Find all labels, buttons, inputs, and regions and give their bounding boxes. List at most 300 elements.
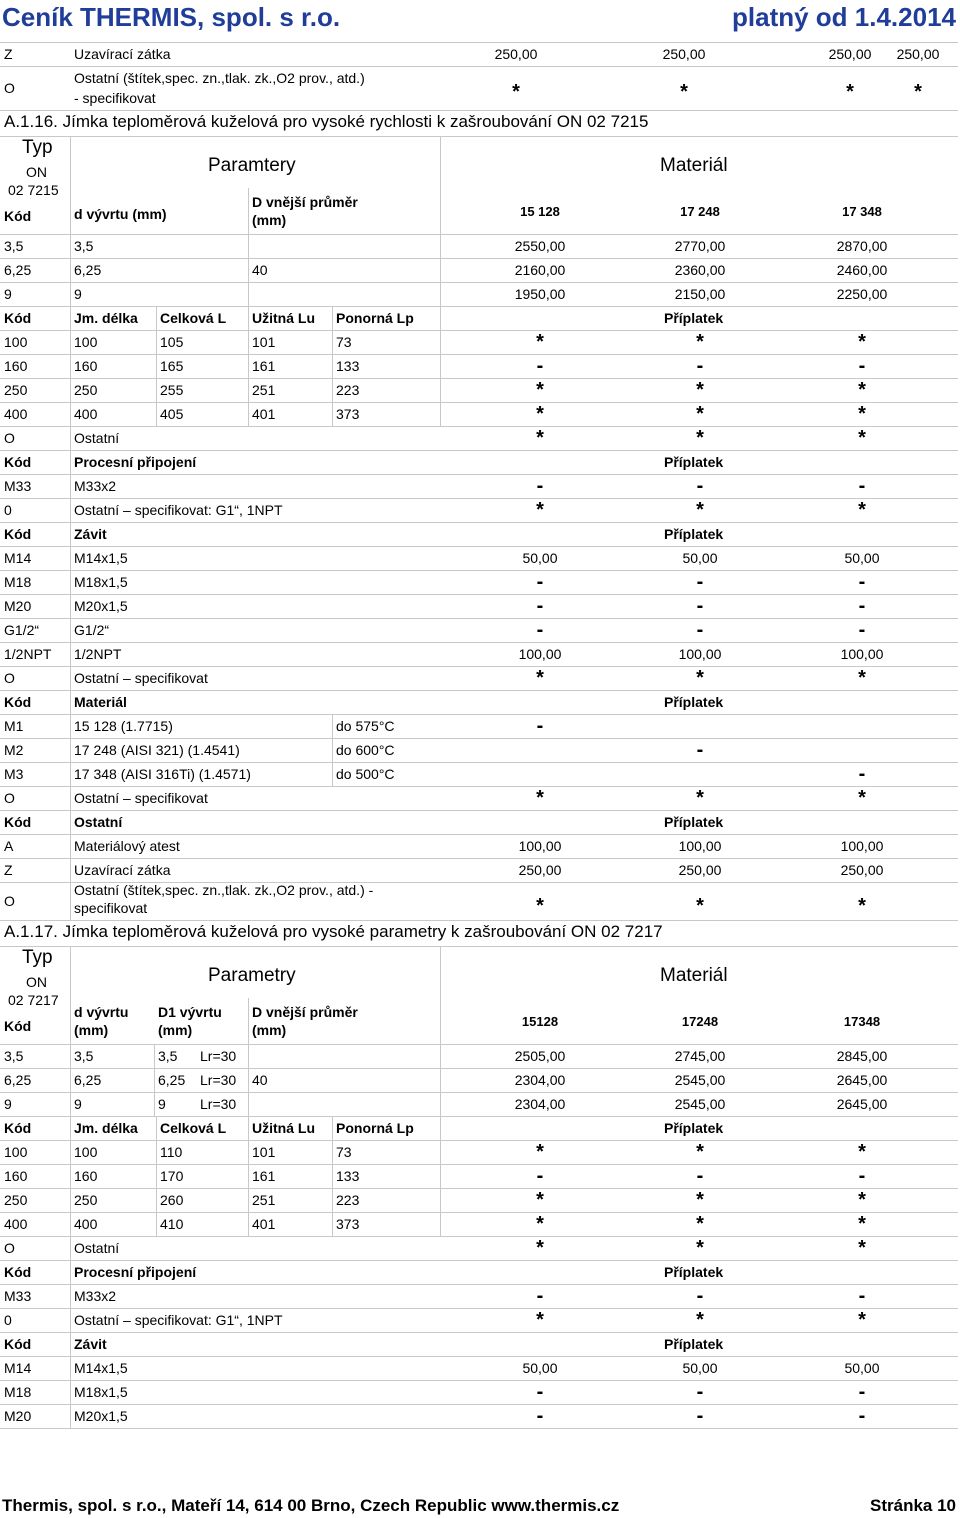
price-cell: * [696,1237,704,1259]
length-row [0,402,958,426]
price-cell: 2545,00 [674,1096,726,1112]
bore-heading: d vývrtu [74,1004,129,1020]
length-cell: 400 [4,406,28,422]
other-header [0,810,958,834]
price-cell: - [696,355,704,377]
column-divider [70,810,71,882]
code-cell: M2 [4,742,24,758]
price-cell: - [536,355,544,377]
length-row [0,1188,958,1212]
price-cell: * [696,379,704,401]
material-row [0,786,958,810]
length-cell: 170 [160,1168,184,1184]
price-cell: 2505,00 [514,1048,566,1064]
footer-address: Thermis, spol. s r.o., Mateří 14, 614 00 Brno, Czech Republic www.thermis.cz [2,1496,620,1515]
length-cell: 100 [74,1144,98,1160]
label-cell: M14x1,5 [74,1360,128,1376]
other-row [0,882,958,920]
bore2-cell: 9 [158,1096,166,1112]
length-cell: Ostatní [74,1240,120,1256]
length-cell: 160 [74,1168,98,1184]
outer-diameter-heading: D vnější průměr [252,194,358,210]
price-cell: * [696,499,704,521]
label-cell: 17 348 (AISI 316Ti) (1.4571) [74,766,251,782]
price-cell: - [536,1285,544,1307]
length-col-heading: Užitná Lu [252,1120,315,1136]
bore-cell: 9 [74,286,82,302]
price-cell: - [536,595,544,617]
price-cell: * [536,331,544,353]
surcharge-heading: Příplatek [664,1120,724,1136]
price-cell: - [536,715,544,737]
code-cell: O [4,80,15,96]
price-cell: 50,00 [844,550,880,566]
row-divider [0,1428,958,1429]
label-cell: Uzavírací zátka [74,46,171,62]
on-number: 02 7215 [8,182,59,198]
price-cell: - [696,1381,704,1403]
column-divider [70,1236,71,1260]
price-cell: * [696,1141,704,1163]
price-cell: * [536,1189,544,1211]
section-title [0,110,958,136]
price-cell: - [858,571,866,593]
column-divider [440,306,441,426]
length-col-heading: Ponorná Lp [336,1120,414,1136]
code-cell: O [4,670,15,686]
surcharge-heading: Příplatek [664,454,724,470]
column-divider [332,714,333,786]
code-cell: 0 [4,502,12,518]
code-cell: M18 [4,574,32,590]
code-cell: 6,25 [4,1072,32,1088]
process-connection-heading: Procesní připojení [74,454,197,470]
price-cell: * [536,1237,544,1259]
outer-diameter-value: 40 [252,262,268,278]
length-cell: 223 [336,382,360,398]
length-col-heading: Jm. délka [74,310,138,326]
price-cell: * [696,427,704,449]
bore-heading: d vývrtu (mm) [74,206,167,222]
code-cell: M20 [4,1408,32,1424]
label-cell: M33x2 [74,1288,117,1304]
column-divider [70,234,71,306]
code-cell: M14 [4,1360,32,1376]
column-divider [156,1116,157,1236]
column-divider [248,998,249,1044]
other-heading: Ostatní [74,814,123,830]
column-divider [332,306,333,426]
length-cell: 255 [160,382,184,398]
surcharge-heading: Příplatek [664,526,724,542]
thread-row [0,1380,958,1404]
other-row [0,834,958,858]
material-grade: 17348 [843,1014,881,1029]
length-cell: 373 [336,406,360,422]
material-header [0,690,958,714]
price-cell: - [536,571,544,593]
price-cell: 250,00 [896,46,940,62]
code-heading: Kód [4,1264,32,1280]
column-divider [70,690,71,810]
code-cell: 9 [4,286,12,302]
code-cell: M33 [4,478,32,494]
price-cell: * [696,667,704,689]
price-cell: * [536,895,544,917]
label-cell: 17 248 (AISI 321) (1.4541) [74,742,240,758]
price-cell: - [858,1285,866,1307]
material-grade: 15 128 [520,204,560,219]
price-cell: * [858,667,866,689]
price-cell: - [696,571,704,593]
price-cell: 100,00 [840,838,884,854]
length-cell: Ostatní [74,430,120,446]
typ-label: Typ [22,947,53,968]
code-cell: O [4,893,15,909]
length-cell: O [4,1240,15,1256]
price-cell: - [696,1285,704,1307]
code-cell: O [4,790,15,806]
param-header [0,946,958,1044]
price-cell: 2645,00 [836,1072,888,1088]
code-heading: Kód [4,526,32,542]
price-cell: 100,00 [840,646,884,662]
lr-cell: Lr=30 [200,1048,237,1064]
price-cell: * [696,787,704,809]
length-cell: 401 [252,406,276,422]
diameter-row [0,1068,958,1092]
label-cell: M14x1,5 [74,550,128,566]
length-cell: 100 [4,334,28,350]
length-cell: 160 [74,358,98,374]
length-cell: 160 [4,358,28,374]
column-divider [440,1044,441,1116]
validity-date: platný od 1.4.2014 [732,2,956,32]
length-cell: 401 [252,1216,276,1232]
label-cell: specifikovat [74,900,148,916]
price-cell: 2460,00 [836,262,888,278]
process-connection-heading: Procesní připojení [74,1264,197,1280]
column-divider [70,450,71,522]
price-cell: * [536,403,544,425]
diameter-row [0,1092,958,1116]
code-heading: Kód [4,1018,32,1034]
length-cell: 100 [4,1144,28,1160]
column-divider [440,1116,441,1236]
price-cell: * [536,499,544,521]
thread-row [0,642,958,666]
price-cell: * [858,403,866,425]
price-cell: - [536,475,544,497]
column-divider [154,1044,155,1116]
outer-diameter-value: 40 [252,1072,268,1088]
price-list-title: Ceník THERMIS, spol. s r.o. [2,2,341,32]
price-cell: 1950,00 [514,286,566,302]
price-cell: 2360,00 [674,262,726,278]
length-row [0,330,958,354]
material-row [0,762,958,786]
on-label: ON [26,974,47,990]
code-heading: Kód [4,208,32,224]
label-cell: Ostatní – specifikovat: G1“, 1NPT [74,502,283,518]
price-cell: 250,00 [518,862,562,878]
code-cell: M20 [4,598,32,614]
price-cell: - [858,1165,866,1187]
length-col-heading: Jm. délka [74,1120,138,1136]
length-cell: 405 [160,406,184,422]
column-divider [248,188,249,234]
length-cell: 260 [160,1192,184,1208]
price-cell: - [696,475,704,497]
price-cell: 2150,00 [674,286,726,302]
label-cell: M20x1,5 [74,598,128,614]
section-title-text: A.1.16. Jímka teploměrová kuželová pro vysoké rychlosti k zašroubování ON 02 7215 [4,112,649,131]
price-cell: - [536,1405,544,1427]
length-cell: 400 [4,1216,28,1232]
surcharge-heading: Příplatek [664,310,724,326]
process-connection-header [0,1260,958,1284]
column-divider [70,1116,71,1236]
material-heading: Materiál [660,155,728,176]
section-title [0,920,958,946]
code-cell: M3 [4,766,24,782]
price-cell: - [696,595,704,617]
temperature-cell: do 500°C [336,766,395,782]
label-cell: Uzavírací zátka [74,862,171,878]
bore-cell: 3,5 [74,1048,94,1064]
footer-page-number: Stránka 10 [870,1496,956,1515]
code-cell: 6,25 [4,262,32,278]
outer-diameter-unit: (mm) [252,1022,287,1038]
code-cell: M14 [4,550,32,566]
code-cell: 0 [4,1312,12,1328]
length-row [0,426,958,450]
length-cell: 161 [252,358,276,374]
label-cell: Ostatní (štítek,spec. zn.,tlak. zk.,O2 prov., atd.) - [74,882,374,898]
code-cell: 3,5 [4,1048,24,1064]
process-connection-row [0,1284,958,1308]
price-cell: - [696,739,704,761]
price-cell: * [858,1309,866,1331]
diameter-row [0,258,958,282]
column-divider [248,234,249,306]
thread-row [0,666,958,690]
price-cell: 2745,00 [674,1048,726,1064]
price-cell: 2870,00 [836,238,888,254]
price-cell: 250,00 [678,862,722,878]
section-title-text: A.1.17. Jímka teploměrová kuželová pro vysoké parametry k zašroubování ON 02 7217 [4,922,663,941]
bore-cell: 3,5 [74,238,94,254]
thread-heading: Závit [74,526,107,542]
material-grade: 17248 [681,1014,719,1029]
price-cell: 2304,00 [514,1096,566,1112]
column-divider [70,882,71,920]
temperature-cell: do 575°C [336,718,395,734]
length-cell: 160 [4,1168,28,1184]
length-row [0,1236,958,1260]
price-cell: * [858,1213,866,1235]
price-cell: * [696,1309,704,1331]
price-cell: - [858,1381,866,1403]
material-row [0,738,958,762]
length-header [0,1116,958,1140]
column-divider [70,426,71,450]
param-header [0,136,958,234]
code-cell: M33 [4,1288,32,1304]
on-label: ON [26,164,47,180]
length-row [0,1212,958,1236]
price-cell: - [696,619,704,641]
length-cell: 251 [252,1192,276,1208]
label-cell: - specifikovat [74,90,156,106]
process-connection-row [0,474,958,498]
price-cell: * [858,499,866,521]
bore-cell: 6,25 [74,1072,102,1088]
price-cell: * [536,667,544,689]
price-cell: 2304,00 [514,1072,566,1088]
material-grade: 17 248 [680,204,720,219]
price-cell: * [696,403,704,425]
length-cell: 250 [4,1192,28,1208]
price-cell: * [858,787,866,809]
length-cell: 133 [336,358,360,374]
length-cell: 161 [252,1168,276,1184]
label-cell: Ostatní – specifikovat: G1“, 1NPT [74,1312,283,1328]
price-cell: 2845,00 [836,1048,888,1064]
price-cell: 100,00 [518,838,562,854]
table-row [0,66,958,110]
code-cell: 1/2NPT [4,646,52,662]
length-cell: 110 [160,1144,183,1160]
label-cell: Ostatní – specifikovat [74,790,208,806]
code-cell: M18 [4,1384,32,1400]
price-cell: * [512,81,520,103]
parameters-heading: Paramtery [208,155,296,176]
length-cell: 250 [74,1192,98,1208]
length-cell: 410 [160,1216,184,1232]
column-divider [440,946,441,1044]
surcharge-heading: Příplatek [664,1336,724,1352]
thread-header [0,1332,958,1356]
diameter-row [0,282,958,306]
process-connection-header [0,450,958,474]
price-cell: - [858,475,866,497]
price-cell: * [858,331,866,353]
column-divider [156,306,157,426]
diameter-row [0,1044,958,1068]
bore2-cell: 6,25 [158,1072,186,1088]
typ-label: Typ [22,137,53,158]
price-cell: - [696,1165,704,1187]
price-cell: - [536,1165,544,1187]
price-cell: 50,00 [522,1360,558,1376]
length-cell: 105 [160,334,184,350]
length-cell: 165 [160,358,184,374]
column-divider [332,1116,333,1236]
length-cell: 250 [4,382,28,398]
surcharge-heading: Příplatek [664,694,724,710]
length-row [0,354,958,378]
process-connection-row [0,498,958,522]
code-heading: Kód [4,454,32,470]
label-cell: 15 128 (1.7715) [74,718,173,734]
length-cell: 101 [252,334,276,350]
price-cell: - [696,1405,704,1427]
price-cell: 50,00 [844,1360,880,1376]
code-cell: M1 [4,718,24,734]
code-heading: Kód [4,694,32,710]
length-col-heading: Kód [4,1120,32,1136]
thread-row [0,594,958,618]
price-cell: 50,00 [682,550,718,566]
thread-header [0,522,958,546]
price-cell: * [536,1309,544,1331]
price-cell: * [536,787,544,809]
material-heading: Materiál [74,694,127,710]
code-cell: A [4,838,14,854]
price-cell: * [858,427,866,449]
label-cell: Ostatní (štítek,spec. zn.,tlak. zk.,O2 prov., atd.) [74,70,365,86]
price-cell: * [536,379,544,401]
bore-unit: (mm) [74,1022,109,1038]
temperature-cell: do 600°C [336,742,395,758]
label-cell: Ostatní – specifikovat [74,670,208,686]
material-heading: Materiál [660,965,728,986]
length-cell: 73 [336,334,352,350]
code-cell: 9 [4,1096,12,1112]
column-divider [70,1260,71,1332]
label-cell: 1/2NPT [74,646,122,662]
length-header [0,306,958,330]
bore2-heading: D1 vývrtu [158,1004,222,1020]
price-cell: 250,00 [494,46,538,62]
price-cell: * [914,81,922,103]
price-cell: * [536,1141,544,1163]
price-cell: 2250,00 [836,286,888,302]
column-divider [70,136,71,234]
length-cell: O [4,430,15,446]
thread-heading: Závit [74,1336,107,1352]
code-cell: G1/2“ [4,622,40,638]
length-row [0,1140,958,1164]
length-col-heading: Užitná Lu [252,310,315,326]
price-cell: 100,00 [518,646,562,662]
length-cell: 133 [336,1168,360,1184]
thread-row [0,1404,958,1428]
price-cell: 100,00 [678,646,722,662]
length-col-heading: Kód [4,310,32,326]
code-cell: 3,5 [4,238,24,254]
bore2-unit: (mm) [158,1022,193,1038]
material-row [0,714,958,738]
price-cell: - [536,1381,544,1403]
price-cell: * [680,81,688,103]
label-cell: M18x1,5 [74,574,128,590]
code-heading: Kód [4,1336,32,1352]
surcharge-heading: Příplatek [664,1264,724,1280]
lr-cell: Lr=30 [200,1096,237,1112]
price-cell: - [858,1405,866,1427]
thread-row [0,1356,958,1380]
code-heading: Kód [4,814,32,830]
length-col-heading: Celková L [160,1120,227,1136]
price-cell: * [696,1213,704,1235]
price-cell: 50,00 [522,550,558,566]
price-cell: 2545,00 [674,1072,726,1088]
column-divider [248,1116,249,1236]
price-cell: * [858,379,866,401]
label-cell: M33x2 [74,478,117,494]
